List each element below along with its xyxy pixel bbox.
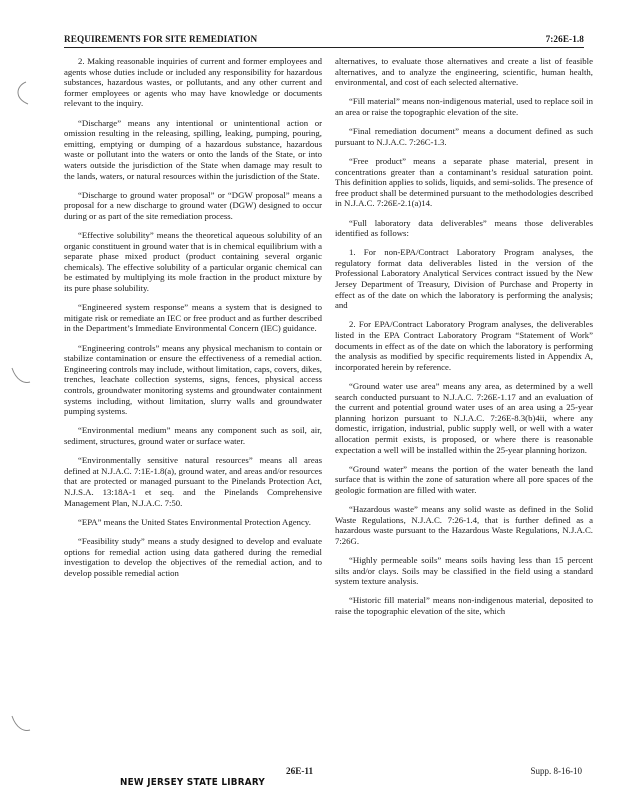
paragraph: “Historic fill material” means non-indigenous material, deposited to raise the topographic elevation of the site, which [335,595,593,617]
paragraph: “Final remediation document” means a document defined as such pursuant to N.J.A.C. 7:26C-1.3. [335,126,593,147]
binder-hole-mark [8,362,34,388]
list-item: 2. For EPA/Contract Laboratory Program analyses, the deliverables listed in the EPA Contract Laboratory Program “Statement of Work” documents in effect as of the date on which the laboratory is performing the analysis as modified by specific requirements listed in Appendix A, incorporated herein by reference. [335,319,593,372]
binder-hole-mark [8,710,34,736]
paragraph: “Discharge” means any intentional or unintentional action or omission resulting in the releasing, spilling, leaking, pumping, pouring, emitting, emptying or dumping of a hazardous substance, hazardous waste or pollutant into the waters or onto the lands of the State, or into waters outside the jurisdiction of the State when damage may result to the lands, waters, or natural resources within the jurisdiction of the State. [64,117,322,181]
paragraph: “Engineering controls” means any physical mechanism to contain or stabilize contamination or ensure the effectiveness of a remedial action. Engineering controls may include, without limitation, caps, covers, dikes, trenches, leachate collection systems, signs, fences, physical access controls, groundwater monitoring systems and groundwater containment systems including, without limitation, slurry walls and groundwater pumping systems. [64,342,322,417]
list-item: 1. For non-EPA/Contract Laboratory Program analyses, the regulatory format data deliverables listed in the version of the Professional Laboratory Analytical Services contract issued by the New Jersey Department of Treasury, Division of Purchase and Property in effect as of the date on which the laboratory is performing the analysis; and [335,247,593,311]
paragraph: “Ground water use area” means any area, as determined by a well search conducted pursuant to N.J.A.C. 7:26E-1.17 and an evaluation of the current and potential ground water uses of an area using a 25-year planning horizon pursuant to N.J.A.C. 7:26E-8.3(b)4ii, where any domestic, irrigation, industrial, public supply well, or well with a water allocation permit exists, is proposed, or where there is reasonable expectation a well will be installed within the 25-year planning horizon. [335,381,593,455]
paragraph: “Environmentally sensitive natural resources” means all areas defined at N.J.A.C. 7:1E-1.8(a), ground water, and areas and/or resources that are protected or managed pursuant to the Pinelands Protection Act, N.J.S.A. 13:18A-1 et seq. and the Pinelands Comprehensive Management Plan, N.J.A.C. 7:50. [64,455,322,508]
paragraph: alternatives, to evaluate those alternatives and create a list of feasible alternatives, and to analyze the engineering, scientific, human health, environmental, and cost of each selected alternative. [335,56,593,88]
right-column [335,56,593,625]
page-number: 26E-11 [286,766,314,776]
running-header [64,28,584,48]
paragraph: “Free product” means a separate phase material, present in concentrations greater than a contaminant’s residual saturation point. This definition applies to solids, liquids, and semi-solids. The presence of free product shall be determined pursuant to the methodologies described in N.J.A.C. 7:26E-2.1(a)14. [335,155,593,209]
section-code: 7:26E-1.8 [545,34,584,44]
paragraph: “Hazardous waste” means any solid waste as defined in the Solid Waste Regulations, N.J.A.C. 7:26-1.4, that is further defined as a hazardous waste pursuant to the Hazardous Waste Regulations, N.J.A.C. 7:26G. [335,504,593,546]
paragraph: “Effective solubility” means the theoretical aqueous solubility of an organic constituent in ground water that is in chemical equilibrium with a separate phase mixed product (product containing several organic chemicals). The effective solubility of a particular organic chemical can be estimated by multiplying its mole fraction in the product mixture by its pure phase solubility. [64,230,322,294]
left-column [64,56,322,587]
paragraph: “Fill material” means non-indigenous material, used to replace soil in an area or raise the topographic elevation of the site. [335,96,593,117]
library-stamp: NEW JERSEY STATE LIBRARY [120,777,266,788]
paragraph: “Full laboratory data deliverables” means those deliverables identified as follows: [335,217,593,239]
paragraph: “Feasibility study” means a study designed to develop and evaluate options for remedial action using data gathered during the remedial investigation to develop the objectives of the remedial action, and to develop possible remedial action [64,535,322,578]
paragraph: “Engineered system response” means a system that is designed to mitigate risk or remediate an IEC or free product and as further described in the Department’s Immediate Environmental Concern (IEC) guidance. [64,302,322,334]
binder-hole-mark [8,80,34,106]
paragraph: “Highly permeable soils” means soils having less than 15 percent silts and/or clays. Soils may be classified in the field using a standard system texture analysis. [335,555,593,587]
supplement-date: Supp. 8-16-10 [530,766,582,776]
paragraph: “Discharge to ground water proposal” or “DGW proposal” means a proposal for a new discharge to ground water (DGW) designed to occur during or as part of the site remediation process. [64,189,322,221]
paragraph: “Ground water” means the portion of the water beneath the land surface that is within the zone of saturation where all pore spaces of the geologic formation are filled with water. [335,463,593,495]
paragraph: 2. Making reasonable inquiries of current and former employees and agents whose duties include or included any responsibility for hazardous substances, hazardous wastes, or pollutants, and any other current and former employees or agents who may have knowledge or documents relevant to the inquiry. [64,56,322,109]
paragraph: “EPA” means the United States Environmental Protection Agency. [78,516,311,527]
chapter-title: REQUIREMENTS FOR SITE REMEDIATION [64,34,258,44]
paragraph: “Environmental medium” means any component such as soil, air, sediment, structures, ground water or surface water. [64,425,322,446]
page-footer [0,760,618,800]
